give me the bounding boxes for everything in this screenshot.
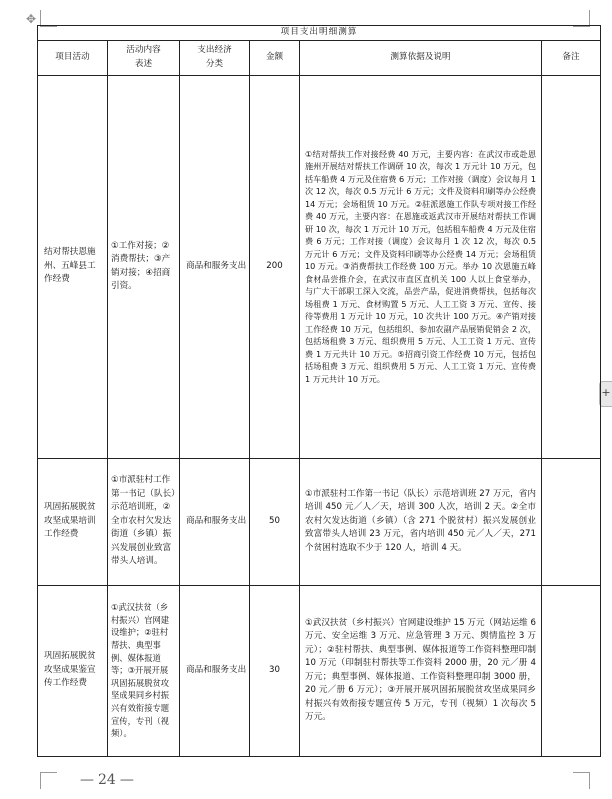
table-row [38, 585, 601, 756]
row-classification: 商品和服务支出 [180, 585, 250, 756]
row-basis: ①市派驻村工作第一书记（队长）示范培训班 27 万元，省内培训 450 元／人／天，培训 300 人次，培训 2 天。②全市农村欠发达街道（乡镇）（含 271 个脱贫村）振兴发展创业致富带头人培训 23 万元，省内培训 450 元／人／天，271 个贫困村选取不少于 120 人，培训 4 天。 [300, 458, 542, 585]
move-icon[interactable]: ✥ [26, 12, 37, 26]
header-amount: 金额 [250, 40, 300, 75]
header-remark: 备注 [542, 40, 601, 75]
row-content: ①工作对接；②消费帮扶；③产销对接；④招商引资。 [108, 75, 180, 458]
header-basis: 测算依据及说明 [300, 40, 542, 75]
row-amount: 50 [250, 458, 300, 585]
header-content: 活动内容 表述 [108, 40, 180, 75]
table-row [38, 458, 601, 585]
expand-tab-icon[interactable]: + [599, 381, 612, 407]
page-number: — 24 — [80, 772, 134, 788]
row-activity: 巩固拓展脱贫攻坚成果鉴宣传工作经费 [38, 585, 108, 756]
row-amount: 200 [250, 75, 300, 458]
table-title: 项目支出明细测算 [38, 26, 601, 41]
table-row [38, 75, 601, 458]
crop-mark-bottom-left [40, 772, 57, 789]
row-amount: 30 [250, 585, 300, 756]
row-content: ①市派驻村工作第一书记（队长）示范培训班，②全市农村欠发达街道（乡镇）振兴发展创业致富带头人培训。 [108, 458, 180, 585]
row-content: ①武汉扶贫（乡村振兴）官网建设维护；②驻村帮扶、典型事例、媒体报道等；③开展开展巩固拓展脱贫攻坚成果同乡村振兴有效衔接专题宣传，专刊（视频）。 [108, 585, 180, 756]
header-activity: 项目活动 [38, 40, 108, 75]
row-classification: 商品和服务支出 [180, 75, 250, 458]
row-activity: 巩固拓展脱贫攻坚成果培训工作经费 [38, 458, 108, 585]
row-basis: ①武汉扶贫（乡村振兴）官网建设维护 15 万元（网站运维 6 万元、安全运维 3 万元、应急管理 3 万元、舆情监控 3 万元）；②驻村帮扶、典型事例、媒体报道等工作资料整理印制 10 万元（印制驻村帮扶等工作资料 2000 册，20 元／册 4 万元；典型事例、媒体报道、工作资料整理印制 3000 册，20 元／册 6 万元）；③开展开展巩固拓展脱贫攻坚成果同乡村振兴有效衔接专题宣传 5 万元，专刊（视频）1 次每次 5 万元。 [300, 585, 542, 756]
header-classification: 支出经济 分类 [180, 40, 250, 75]
row-remark [542, 458, 601, 585]
row-remark [542, 585, 601, 756]
row-remark [542, 75, 601, 458]
row-basis: ①结对帮扶工作对接经费 40 万元，主要内容：在武汉市或赴恩施州开展结对帮扶工作调研 10 次，每次 1 万元计 10 万元，包括车船费 4 万元及住宿费 6 万元；工作对接（调度）会议每月 1 次 12 次，每次 0.5 万元计 6 万元；文件及资料印刷等办公经费 14 万元；会场租赁 10 万元。②驻派恩施工作队专项对接工作经费 40 万元，主要内容：在恩施或返武汉市开展结对帮扶工作调研 10 次，每次 1 万元计 10 万元，包括租车船费 4 万元及住宿费 6 万元；工作对接（调度）会议每月 1 次 12 次，每次 0.5 万元计 6 万元；文件及资料印刷等办公经费 14 万元；会场租赁 10 万元。③消费帮扶工作经费 100 万元。举办 10 次恩施五峰食材品尝推介会，在武汉市直区直机关 100 人以上食堂举办，与广大干部职工深入交流，品尝产品，促进消费帮扶，包括每次场租费 1 万元、食材购置 5 万元、人工工资 3 万元、宣传、接待等费用 1 万元计 10 万元，10 次共计 100 万元。④产销对接工作经费 10 万元，包括组织、参加农副产品展销促销会 2 次，包括场租费 3 万元、组织费用 5 万元、人工工资 1 万元、宣传费 1 万元共计 10 万元。⑤招商引资工作经费 10 万元，包括包括场租费 3 万元、组织费用 5 万元、人工工资 1 万元、宣传费 1 万元共计 10 万元。 [300, 75, 542, 458]
expenditure-table [37, 25, 601, 757]
crop-mark-bottom-right [573, 772, 590, 789]
row-activity: 结对帮扶恩施州、五峰县工作经费 [38, 75, 108, 458]
row-classification: 商品和服务支出 [180, 458, 250, 585]
